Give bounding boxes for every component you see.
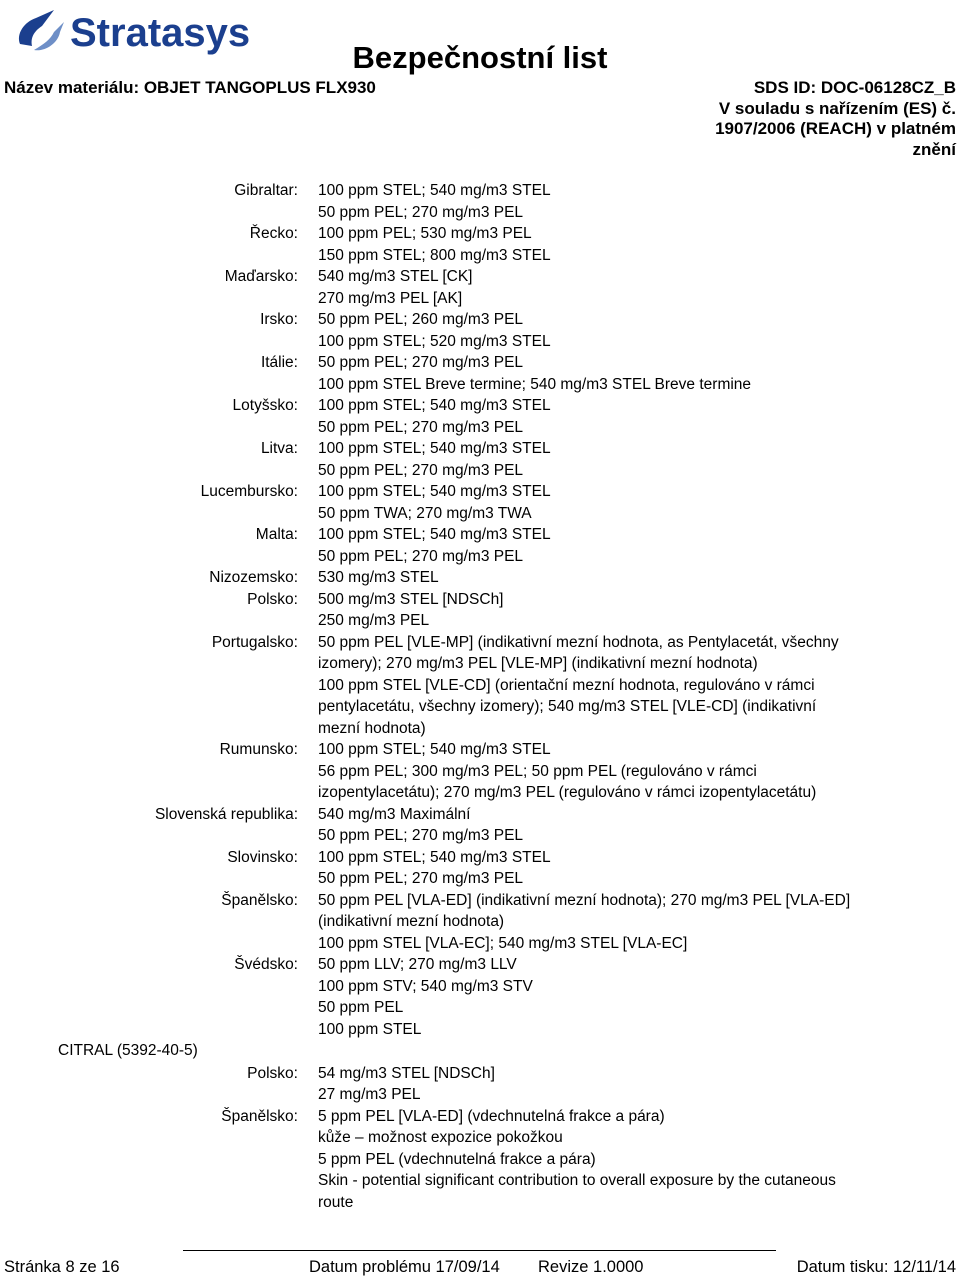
limit-value: Skin - potential significant contribution to overall exposure by the cutaneous	[318, 1172, 836, 1190]
limit-value: 100 ppm STEL [VLE-CD] (orientační mezní hodnota, regulováno v rámci	[318, 676, 815, 694]
limit-value: 50 ppm PEL; 270 mg/m3 PEL	[318, 203, 524, 221]
brand-wordmark: Stratasys	[70, 11, 251, 55]
limit-value: mezní hodnota)	[318, 719, 426, 737]
limit-value: 5 ppm PEL [VLA-ED] (vdechnutelná frakce a pára)	[318, 1107, 665, 1125]
limit-value: 270 mg/m3 PEL [AK]	[318, 289, 463, 307]
limit-value: 50 ppm LLV; 270 mg/m3 LLV	[318, 956, 517, 973]
limit-value: 100 ppm STEL; 540 mg/m3 STEL	[318, 397, 551, 414]
limit-value: 500 mg/m3 STEL [NDSCh]	[318, 590, 504, 608]
print-date: Datum tisku: 12/11/14	[796, 1258, 956, 1276]
limit-values	[318, 352, 903, 395]
country-label: Švédsko:	[234, 956, 298, 973]
limit-value: izopentylacetátu); 270 mg/m3 PEL (regulováno v rámci izopentylacetátu)	[318, 784, 817, 801]
limit-value: 50 ppm TWA; 270 mg/m3 TWA	[318, 504, 532, 522]
limit-values	[318, 180, 903, 223]
limit-value: 56 ppm PEL; 300 mg/m3 PEL; 50 ppm PEL (regulováno v rámci	[318, 762, 757, 780]
sds-id: SDS ID: DOC-06128CZ_B	[753, 78, 956, 97]
country-label: Maďarsko:	[224, 268, 298, 285]
page-number: Stránka 8 ze 16	[4, 1258, 120, 1276]
country-label: Španělsko:	[221, 1107, 298, 1125]
limit-value: (indikativní mezní hodnota)	[318, 913, 505, 930]
limit-values	[318, 567, 903, 589]
country-label: Nizozemsko:	[209, 569, 298, 586]
limit-value: 100 ppm STEL [VLA-EC]; 540 mg/m3 STEL [VLA-EC]	[318, 934, 688, 952]
limit-value: 50 ppm PEL [VLE-MP] (indikativní mezní hodnota, as Pentylacetát, všechny	[318, 633, 839, 651]
country-label: Litva:	[260, 440, 298, 457]
limit-value: 100 ppm STEL; 520 mg/m3 STEL	[318, 332, 551, 350]
country-label: Slovinsko:	[227, 848, 298, 866]
limit-value: 530 mg/m3 STEL	[318, 569, 439, 586]
limit-value: 50 ppm PEL; 270 mg/m3 PEL	[318, 870, 524, 887]
limit-values	[318, 524, 903, 567]
limit-value: 540 mg/m3 STEL [CK]	[318, 268, 473, 285]
limit-value: 54 mg/m3 STEL [NDSCh]	[318, 1064, 495, 1082]
limit-values	[318, 1106, 903, 1214]
compliance-line: 1907/2006 (REACH) v platném	[715, 119, 956, 138]
limit-value: 50 ppm PEL	[318, 999, 404, 1016]
sds-info	[656, 78, 956, 160]
limit-value: kůže – možnost expozice pokožkou	[318, 1129, 563, 1147]
material-name: Název materiálu: OBJET TANGOPLUS FLX930	[4, 78, 376, 97]
document-title: Bezpečnostní list	[352, 40, 608, 75]
limit-value: 100 ppm STEL; 540 mg/m3 STEL	[318, 182, 551, 199]
limit-value: 100 ppm STV; 540 mg/m3 STV	[318, 977, 533, 995]
country-label: Řecko:	[249, 225, 298, 242]
limit-value: 150 ppm STEL; 800 mg/m3 STEL	[318, 246, 551, 264]
limit-values	[318, 739, 903, 804]
country-label: Rumunsko:	[219, 741, 298, 758]
limit-value: 5 ppm PEL (vdechnutelná frakce a pára)	[318, 1150, 596, 1168]
limit-value: 50 ppm PEL; 270 mg/m3 PEL	[318, 827, 524, 844]
country-label: Gibraltar:	[234, 182, 298, 199]
limit-values	[318, 847, 903, 890]
compliance-line: znění	[912, 139, 956, 159]
issue-date: Datum problému 17/09/14	[309, 1258, 500, 1276]
country-label: Polsko:	[247, 590, 298, 608]
limit-value: 50 ppm PEL; 270 mg/m3 PEL	[318, 461, 524, 479]
limit-value: 50 ppm PEL; 270 mg/m3 PEL	[318, 418, 524, 436]
footer-rule	[183, 1250, 776, 1251]
country-label: Malta:	[255, 526, 298, 543]
limit-value: 100 ppm STEL	[318, 1020, 422, 1038]
limit-values	[318, 804, 903, 847]
limit-value: 100 ppm STEL; 540 mg/m3 STEL	[318, 440, 551, 457]
limit-values	[318, 438, 903, 481]
country-label: Portugalsko:	[211, 633, 298, 651]
limit-value: 100 ppm STEL Breve termine; 540 mg/m3 STEL Breve termine	[318, 375, 752, 393]
limit-values	[318, 1063, 903, 1106]
country-label: Irsko:	[260, 311, 298, 328]
limit-value: 50 ppm PEL; 270 mg/m3 PEL	[318, 354, 524, 371]
limit-value: 50 ppm PEL; 260 mg/m3 PEL	[318, 311, 524, 328]
limit-values	[318, 223, 903, 266]
limit-value: 50 ppm PEL; 270 mg/m3 PEL	[318, 547, 524, 565]
limit-value: 100 ppm STEL; 540 mg/m3 STEL	[318, 526, 551, 543]
limit-value: 100 ppm STEL; 540 mg/m3 STEL	[318, 483, 551, 500]
revision: Revize 1.0000	[538, 1258, 644, 1276]
country-label: Lucembursko:	[200, 483, 298, 500]
country-label: Slovenská republika:	[154, 805, 298, 823]
limit-value: 250 mg/m3 PEL	[318, 612, 430, 629]
limit-value: 100 ppm STEL; 540 mg/m3 STEL	[318, 741, 551, 758]
limit-value: izomery); 270 mg/m3 PEL [VLE-MP] (indikativní mezní hodnota)	[318, 655, 758, 672]
limit-value: route	[318, 1193, 354, 1211]
limit-values	[318, 266, 903, 309]
limit-value: 27 mg/m3 PEL	[318, 1086, 421, 1104]
limit-value: 50 ppm PEL [VLA-ED] (indikativní mezní hodnota); 270 mg/m3 PEL [VLA-ED]	[318, 891, 851, 909]
country-label: Španělsko:	[221, 891, 298, 909]
limit-value: 540 mg/m3 Maximální	[318, 805, 471, 823]
limit-value: pentylacetátu, všechny izomery); 540 mg/m3 STEL [VLE-CD] (indikativní	[318, 698, 817, 715]
limit-values	[318, 481, 903, 524]
limit-values	[318, 890, 903, 955]
limit-values	[318, 589, 903, 632]
substance-name: CITRAL (5392-40-5)	[58, 1042, 198, 1059]
limit-values	[318, 954, 903, 1040]
country-label: Polsko:	[247, 1064, 298, 1082]
limit-values	[318, 395, 903, 438]
country-label: Itálie:	[260, 354, 298, 371]
limit-value: 100 ppm STEL; 540 mg/m3 STEL	[318, 848, 551, 866]
compliance-line: V souladu s nařízením (ES) č.	[718, 98, 956, 118]
limit-value: 100 ppm PEL; 530 mg/m3 PEL	[318, 225, 532, 242]
limit-values	[318, 632, 903, 740]
limit-values	[318, 309, 903, 352]
country-label: Lotyšsko:	[232, 397, 298, 414]
